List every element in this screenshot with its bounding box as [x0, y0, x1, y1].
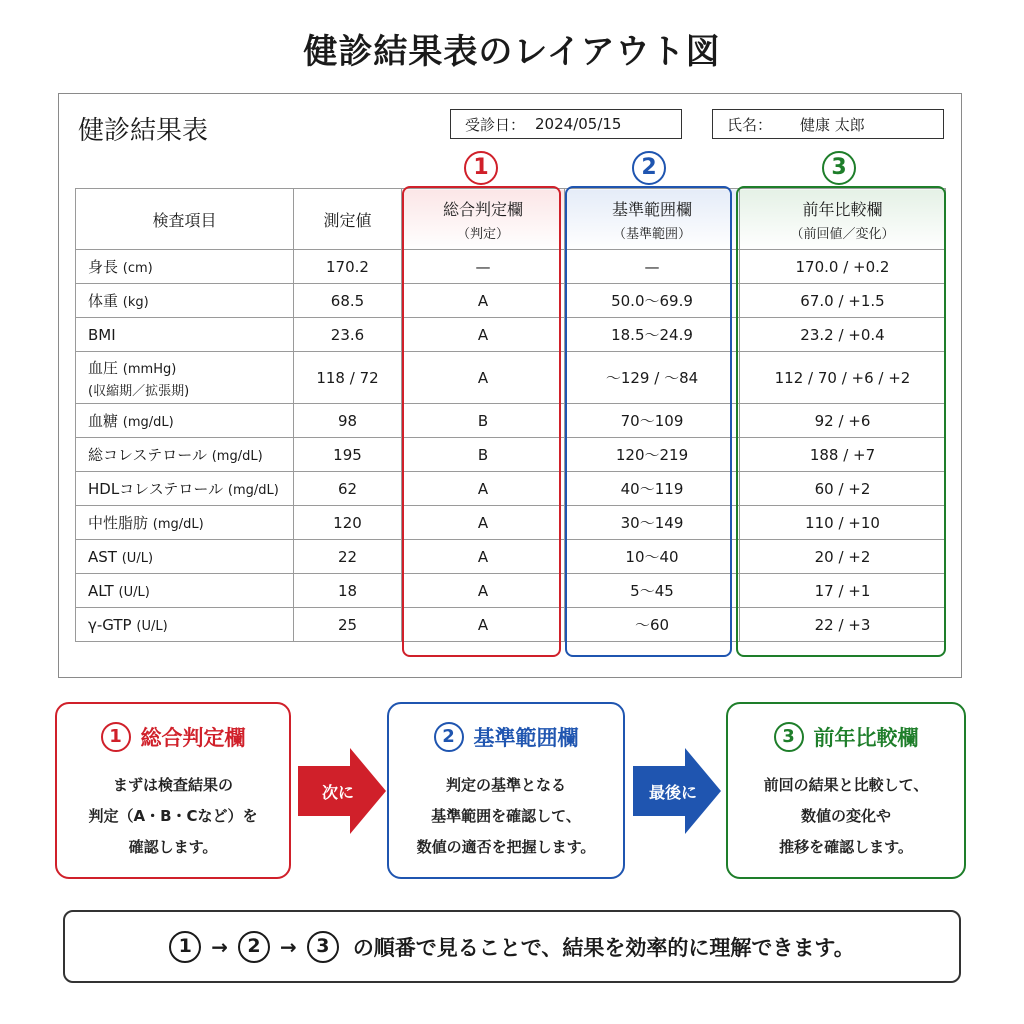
column-badge-1: 1 [464, 151, 498, 185]
step-2-line: 判定の基準となる [445, 776, 566, 794]
previous-cell: 170.0 / +0.2 [740, 250, 946, 284]
header-judgment-main: 総合判定欄 [442, 199, 523, 219]
previous-cell: 112 / 70 / +6 / +2 [740, 352, 946, 404]
step-description-2 [389, 770, 623, 863]
item-name: AST [88, 547, 117, 566]
item-unit: (mg/dL) [122, 415, 174, 430]
value-cell: 18 [294, 574, 402, 608]
step-2-line: 数値の適否を把握します。 [416, 838, 596, 856]
judgment-cell: B [402, 438, 565, 472]
step-1-line: まずは検査結果の [112, 776, 233, 794]
summary-number-3: 3 [307, 931, 339, 963]
step-number-1: 1 [101, 722, 131, 752]
judgment-cell: A [402, 318, 565, 352]
item-cell [76, 352, 294, 404]
column-badge-2: 2 [632, 151, 666, 185]
step-2-line: 基準範囲を確認して、 [431, 807, 581, 825]
item-unit: (mg/dL) [152, 517, 204, 532]
reference-cell: 5～45 [565, 574, 740, 608]
item-cell [76, 472, 294, 506]
step-card-3-header [728, 722, 964, 752]
item-unit: (mg/dL) [211, 449, 263, 464]
item-unit: (cm) [122, 261, 153, 276]
reference-cell: — [565, 250, 740, 284]
finally-arrow [633, 748, 721, 834]
judgment-cell: A [402, 506, 565, 540]
item-note: (収縮期／拡張期) [88, 383, 190, 399]
step-title-3: 前年比較欄 [813, 726, 919, 750]
previous-cell: 20 / +2 [740, 540, 946, 574]
item-name: 総コレステロール [88, 446, 207, 464]
step-card-3 [726, 702, 966, 879]
judgment-cell: A [402, 608, 565, 642]
reference-cell: 30～149 [565, 506, 740, 540]
table-row [76, 506, 946, 540]
header-item: 検査項目 [76, 189, 294, 250]
step-description-1 [57, 770, 289, 863]
exam-date-value: 2024/05/15 [535, 115, 622, 133]
step-description-3 [728, 770, 964, 863]
document-title: 健診結果表 [78, 116, 209, 146]
previous-cell: 110 / +10 [740, 506, 946, 540]
value-cell: 170.2 [294, 250, 402, 284]
table-row [76, 318, 946, 352]
exam-date-label: 受診日： [465, 115, 526, 134]
item-name: ALT [88, 581, 114, 600]
header-previous [740, 189, 946, 250]
patient-name-box [712, 109, 944, 139]
finally-arrow-label: 最後に [648, 782, 697, 802]
table-row [76, 352, 946, 404]
summary-arrow: → [280, 934, 297, 959]
step-card-1 [55, 702, 291, 879]
step-card-1-header [57, 722, 289, 752]
item-cell [76, 250, 294, 284]
reference-cell: 70～109 [565, 404, 740, 438]
step-1-line: 確認します。 [128, 838, 218, 856]
item-name: HDLコレステロール [88, 480, 224, 498]
item-name: 中性脂肪 [88, 514, 149, 532]
results-body [76, 250, 946, 642]
value-cell: 25 [294, 608, 402, 642]
step-3-line: 推移を確認します。 [779, 838, 913, 856]
item-cell [76, 284, 294, 318]
summary-box [63, 910, 961, 983]
item-unit: (U/L) [118, 584, 150, 600]
item-cell [76, 438, 294, 472]
step-number-2: 2 [434, 722, 464, 752]
judgment-cell: — [402, 250, 565, 284]
reference-cell: 40～119 [565, 472, 740, 506]
item-unit: (kg) [122, 295, 149, 310]
header-value: 測定値 [294, 189, 402, 250]
table-row [76, 574, 946, 608]
item-cell [76, 318, 294, 352]
table-row [76, 404, 946, 438]
step-title-1: 総合判定欄 [140, 726, 246, 750]
item-cell [76, 540, 294, 574]
judgment-cell: A [402, 540, 565, 574]
item-name: 身長 [88, 258, 119, 276]
summary-number-1: 1 [169, 931, 201, 963]
judgment-cell: A [402, 284, 565, 318]
item-unit: (mg/dL) [227, 483, 279, 498]
step-3-line: 数値の変化や [800, 807, 891, 825]
item-unit: (U/L) [136, 618, 168, 634]
reference-cell: ～60 [565, 608, 740, 642]
item-cell [76, 574, 294, 608]
value-cell: 23.6 [294, 318, 402, 352]
previous-cell: 92 / +6 [740, 404, 946, 438]
header-previous-main: 前年比較欄 [802, 199, 883, 219]
previous-cell: 17 / +1 [740, 574, 946, 608]
item-name: 血糖 [88, 412, 119, 430]
value-cell: 195 [294, 438, 402, 472]
table-row [76, 608, 946, 642]
item-cell [76, 608, 294, 642]
exam-date-box [450, 109, 682, 139]
reference-cell: 50.0～69.9 [565, 284, 740, 318]
reference-cell: 18.5～24.9 [565, 318, 740, 352]
patient-name-label: 氏名： [727, 115, 773, 134]
item-cell [76, 404, 294, 438]
item-name: 血圧 [88, 358, 119, 377]
judgment-cell: A [402, 472, 565, 506]
item-name: 体重 [88, 292, 119, 310]
value-cell: 62 [294, 472, 402, 506]
value-cell: 68.5 [294, 284, 402, 318]
step-3-line: 前回の結果と比較して、 [763, 776, 929, 794]
previous-cell: 67.0 / +1.5 [740, 284, 946, 318]
next-arrow-label: 次に [321, 782, 354, 802]
header-judgment [402, 189, 565, 250]
item-name: γ-GTP [88, 615, 132, 634]
reference-cell: 120～219 [565, 438, 740, 472]
previous-cell: 23.2 / +0.4 [740, 318, 946, 352]
item-unit: (mmHg) [122, 361, 177, 377]
judgment-cell: A [402, 352, 565, 404]
summary-arrow: → [211, 934, 229, 959]
summary-number-2: 2 [238, 931, 270, 963]
next-arrow [298, 748, 386, 834]
step-card-2-header [389, 722, 623, 752]
judgment-cell: A [402, 574, 565, 608]
step-title-2: 基準範囲欄 [473, 726, 579, 750]
value-cell: 120 [294, 506, 402, 540]
summary-text: の順番で見ることで、結果を効率的に理解できます。 [352, 935, 855, 960]
item-unit: (U/L) [121, 550, 154, 566]
previous-cell: 188 / +7 [740, 438, 946, 472]
results-table [75, 188, 946, 642]
table-row [76, 472, 946, 506]
header-previous-sub: （前回値／変化） [790, 226, 895, 242]
column-badge-3: 3 [822, 151, 856, 185]
page-title: 健診結果表のレイアウト図 [303, 32, 721, 72]
header-reference-main: 基準範囲欄 [611, 199, 692, 219]
item-name: BMI [88, 325, 116, 344]
item-cell [76, 506, 294, 540]
value-cell: 98 [294, 404, 402, 438]
table-row [76, 540, 946, 574]
judgment-cell: B [402, 404, 565, 438]
previous-cell: 22 / +3 [740, 608, 946, 642]
patient-name-value: 健康 太郎 [800, 115, 865, 134]
step-number-3: 3 [774, 722, 804, 752]
header-reference [565, 189, 740, 250]
value-cell: 118 / 72 [294, 352, 402, 404]
table-row [76, 284, 946, 318]
table-row [76, 250, 946, 284]
step-card-2 [387, 702, 625, 879]
reference-cell: ～129 / ～84 [565, 352, 740, 404]
step-1-line: 判定（A・B・Cなど）を [88, 807, 258, 825]
header-reference-sub: （基準範囲） [612, 226, 691, 242]
reference-cell: 10～40 [565, 540, 740, 574]
header-judgment-sub: （判定） [456, 226, 509, 242]
previous-cell: 60 / +2 [740, 472, 946, 506]
table-row [76, 438, 946, 472]
value-cell: 22 [294, 540, 402, 574]
